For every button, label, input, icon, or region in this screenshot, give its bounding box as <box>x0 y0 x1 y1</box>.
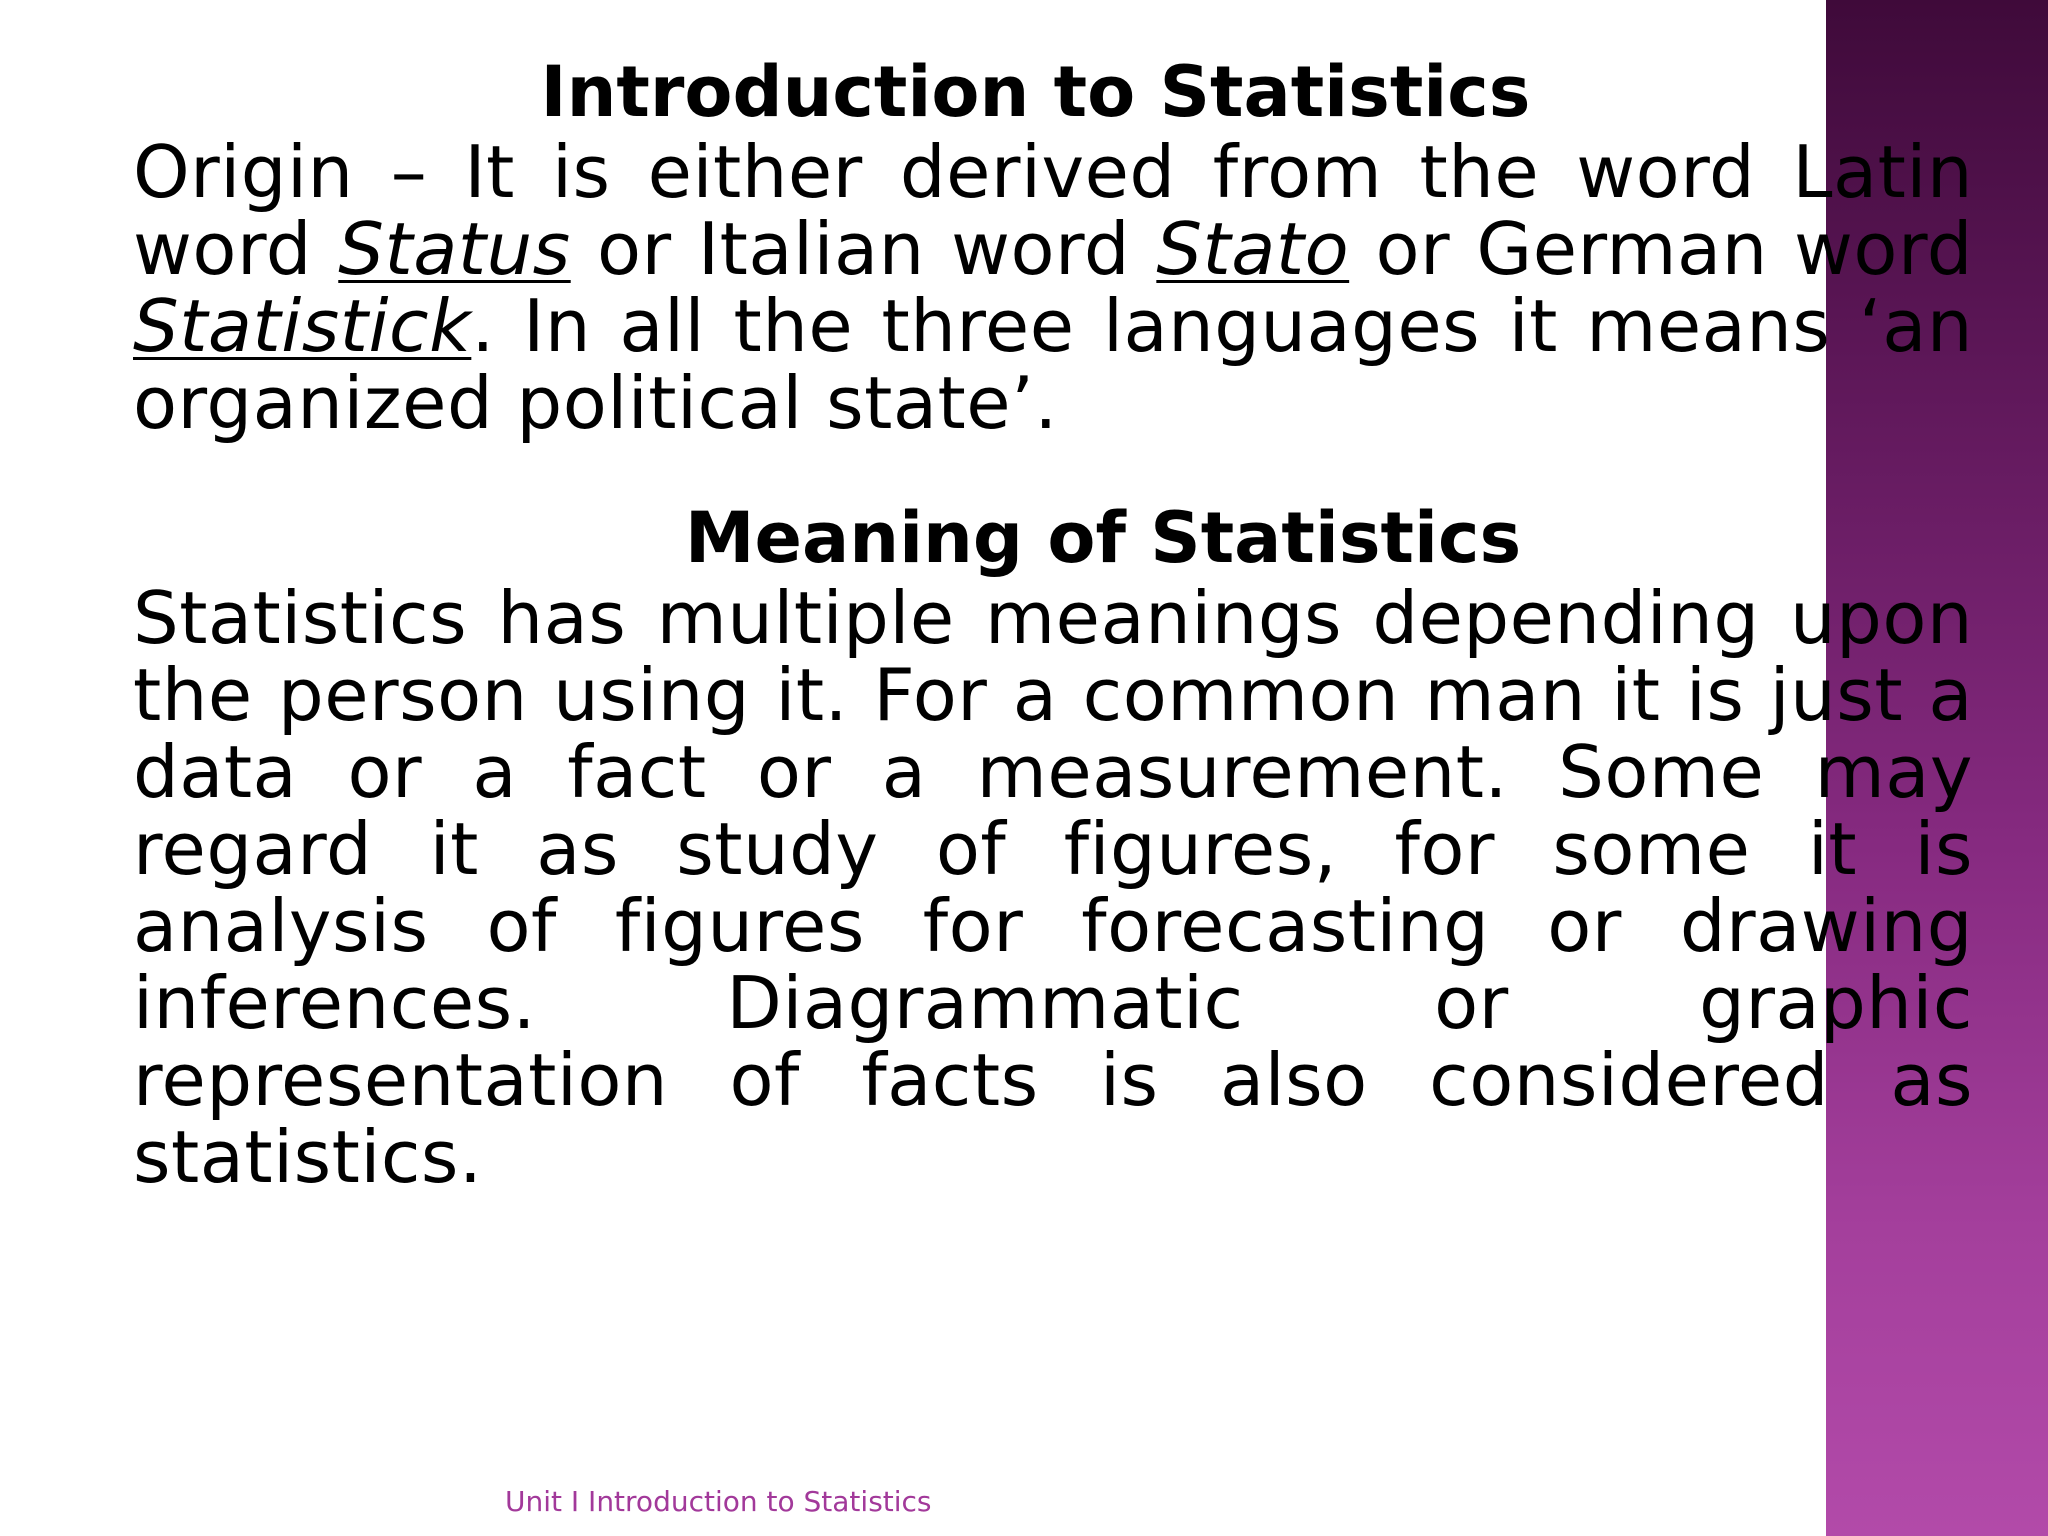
slide-content <box>133 50 1973 1199</box>
slide-footer: Unit I Introduction to Statistics <box>505 1485 932 1518</box>
word-statistick: Statistick <box>133 284 472 368</box>
word-status: Status <box>338 207 571 291</box>
origin-paragraph <box>133 130 1973 445</box>
origin-text-1: Origin – It is either derived from the word Latin word <box>133 130 1973 291</box>
origin-text-4: . In all the three languages it means ‘an organized political state’. <box>133 284 1973 445</box>
slide-title: Introduction to Statistics <box>540 51 1531 133</box>
section-heading-meaning: Meaning of Statistics <box>684 497 1522 579</box>
origin-text-3: or German word <box>1349 207 1973 291</box>
meaning-paragraph: Statistics has multiple meanings depending upon the person using it. For a common man it is just a data or a fact or a measurement. Some may regard it as study of figures, for some it is analysis of figures for forecasting or drawing inferences. Diagrammatic or graphic representation of facts is also considered as statistics. <box>133 576 1973 1199</box>
origin-text-2: or Italian word <box>570 207 1157 291</box>
word-stato: Stato <box>1156 207 1350 291</box>
